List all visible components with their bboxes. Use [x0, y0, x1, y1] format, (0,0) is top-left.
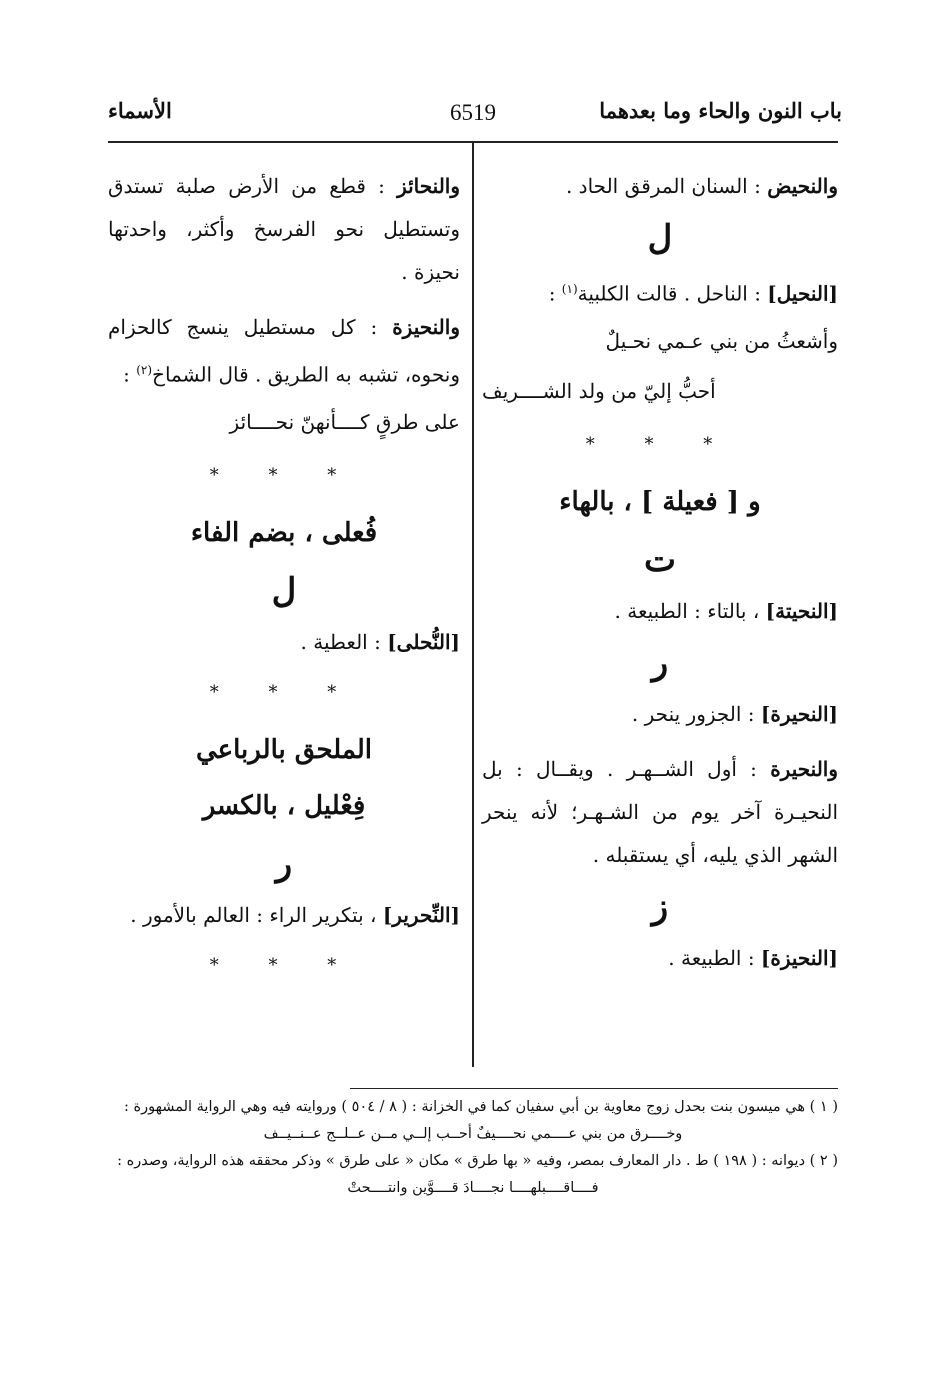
letter-heading-ra: ر	[275, 843, 293, 884]
entry-nahira: [النحيرة] : الجزور ينحر .	[631, 701, 838, 726]
letter-heading-ra: ر	[651, 642, 669, 683]
section-heading: فُعلى ، بضم الفاء	[190, 517, 378, 548]
column-divider	[472, 141, 474, 1067]
section-heading: الملحق بالرباعي	[195, 734, 373, 765]
footnote-verse: وخــــرق من بني عــــمي نحــــيفٌ أحــب إلــي مــن عــلــج عــنــيــف	[263, 1126, 683, 1142]
footnotes	[108, 1096, 838, 1204]
right-column	[482, 165, 838, 980]
section-separator: * * *	[209, 954, 359, 976]
entry-nahita: [النحيتة] ، بالتاء : الطبيعة .	[614, 598, 838, 623]
section-heading: فِعْليل ، بالكسر	[202, 790, 366, 821]
entry-nahiza: [النحيزة] : الطبيعة .	[668, 945, 838, 970]
letter-heading-lam: ل	[647, 218, 673, 258]
footnote-2: ( ٢ ) ديوانه : ( ١٩٨ ) ط . دار المعارف بمصر، وفيه « بها طرق » مكان « على طرق » وذكر محققه هذه الرواية، وصدره :	[117, 1153, 838, 1169]
entry-nahaiz: والنحائز : قطع من الأرض صلبة تستدق وتستطيل نحو الفرسخ وأكثر، واحدتها نحيزة .	[108, 174, 461, 284]
entry-nahira-2: والنحيرة : أول الشــهـر . ويقــال : بل النحيـرة آخر يوم من الشـهـر؛ لأنه ينحر الشهر الذي يليه، أي يستقبله .	[482, 756, 839, 867]
footnote-ref-2[interactable]: (٢)	[136, 363, 153, 377]
verse-line: على طرقٍ كــــأنهنّ نحــــائز	[229, 409, 460, 434]
section-separator: * * *	[209, 681, 359, 703]
entry-nahil: [النحيل] : الناحل . قالت الكلبية$^{(١)}$ :	[548, 281, 838, 306]
section-separator: * * *	[209, 464, 359, 486]
page-number: 6519	[450, 100, 496, 125]
verse-line: وأشعثُ من بني عـمي نحـيلٌ	[605, 328, 838, 353]
running-header-chapter: باب النون والحاء وما بعدهما	[599, 98, 842, 123]
verse-line: أحبُّ إليّ من ولد الشــــريف	[482, 378, 716, 403]
entry-nahid: والنحيض : السنان المرقق الحاد .	[565, 174, 838, 198]
footnote-1: ( ١ ) هي ميسون بنت بحدل زوج معاوية بن أبي سفيان كما في الخزانة : ( ٨ / ٥٠٤ ) وروايته فيه وهي الرواية المشهورة :	[124, 1099, 838, 1115]
footnote-ref-1[interactable]: (١)	[561, 282, 578, 296]
footnote-verse: فــــاقــــبلهــــا نجــــادَ قــــوَّين وانتــــحتْ	[347, 1180, 599, 1196]
footnote-rule	[350, 1088, 838, 1089]
letter-heading-za: ز	[651, 886, 669, 927]
running-header-section: الأسماء	[108, 98, 172, 123]
section-heading: و [ فعيلة ] ، بالهاء	[559, 486, 761, 517]
letter-heading-lam: ل	[271, 570, 297, 611]
entry-nihrir: [النِّحرير] ، بتكرير الراء : العالم بالأمور .	[130, 902, 460, 927]
entry-nuhla: [النُّحلى] : العطية .	[300, 629, 460, 654]
entry-nahiza-2: والنحيزة : كل مستطيل ينسج كالحزام ونحوه، تشبه به الطريق . قال الشماخ$^{(٢)}$ :	[108, 315, 460, 387]
letter-heading-ta: ت	[643, 539, 676, 580]
left-column	[108, 165, 460, 995]
section-separator: * * *	[585, 433, 735, 455]
